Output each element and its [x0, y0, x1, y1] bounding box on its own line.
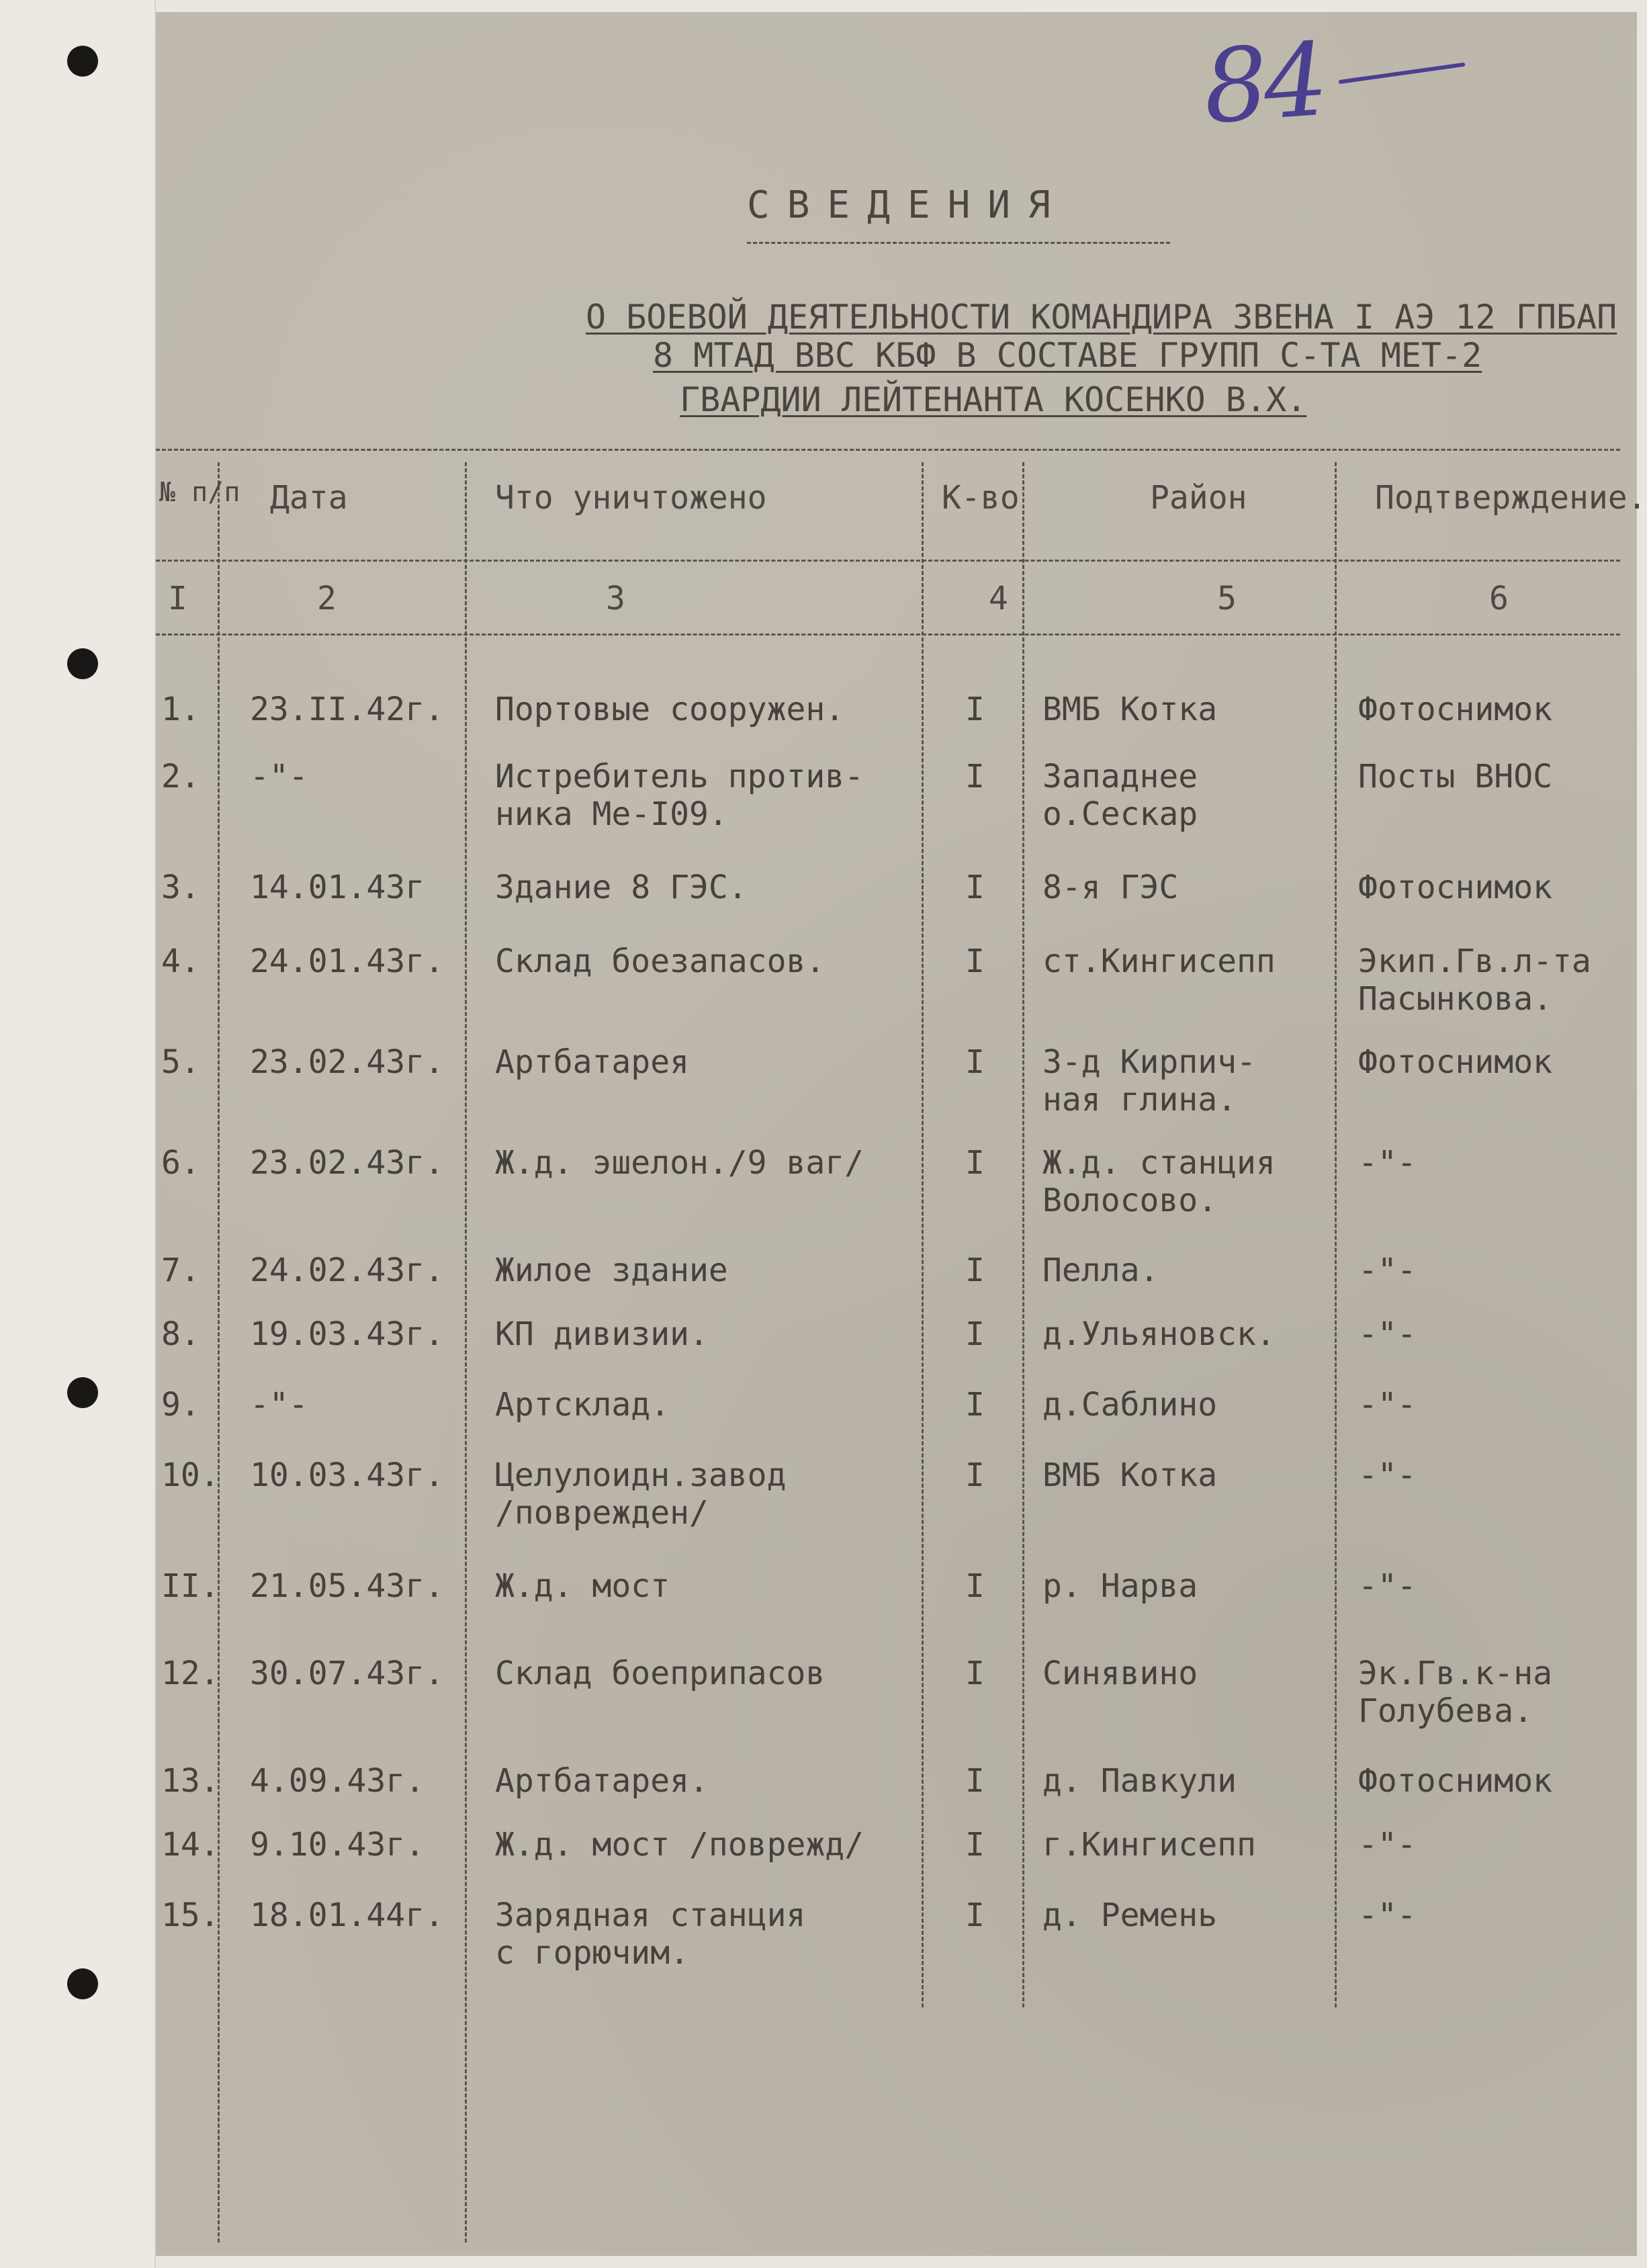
header-target: Что уничтожено	[495, 479, 767, 517]
row-date: -"-	[250, 758, 308, 795]
row-quantity: I	[965, 1567, 985, 1605]
column-number-6: 6	[1489, 580, 1509, 617]
row-confirmation: Голубева.	[1358, 1692, 1533, 1730]
row-confirmation: Фотоснимок	[1358, 869, 1552, 906]
row-target: с горючим.	[495, 1934, 689, 1972]
row-date: 23.02.43г.	[250, 1043, 444, 1081]
column-divider	[218, 462, 220, 2242]
row-number: 4.	[161, 943, 200, 980]
document-sheet	[156, 12, 1647, 2256]
subtitle-line-1: О БОЕВОЙ ДЕЯТЕЛЬНОСТИ КОМАНДИРА ЗВЕНА I АЭ 12 ГПБАП	[586, 298, 1617, 337]
row-confirmation: Фотоснимок	[1358, 1762, 1552, 1800]
row-area: д. Ремень	[1042, 1896, 1218, 1934]
row-quantity: I	[965, 1386, 985, 1424]
row-area: Ж.д. станция	[1042, 1144, 1276, 1182]
row-target: Целулоидн.завод	[495, 1456, 787, 1494]
row-number: 10.	[161, 1456, 220, 1494]
row-target: Портовые сооружен.	[495, 691, 845, 728]
row-confirmation: -"-	[1358, 1567, 1417, 1605]
row-date: 23.02.43г.	[250, 1144, 444, 1182]
row-area: д.Саблино	[1042, 1386, 1218, 1424]
row-number: 14.	[161, 1826, 220, 1864]
row-confirmation: -"-	[1358, 1144, 1417, 1182]
row-area: г.Кингисепп	[1042, 1826, 1256, 1864]
row-confirmation: -"-	[1358, 1456, 1417, 1494]
row-area: ст.Кингисепп	[1042, 943, 1276, 980]
row-number: 6.	[161, 1144, 200, 1182]
row-quantity: I	[965, 1043, 985, 1081]
row-confirmation: Экип.Гв.л-та	[1358, 943, 1591, 980]
row-target: Ж.д. эшелон./9 ваг/	[495, 1144, 864, 1182]
row-target: Артбатарея.	[495, 1762, 709, 1800]
row-number: II.	[161, 1567, 220, 1605]
row-confirmation: -"-	[1358, 1315, 1417, 1353]
column-number-2: 2	[317, 580, 337, 617]
header-bottom-rule	[156, 560, 1620, 562]
row-area: Пелла.	[1042, 1252, 1159, 1289]
row-number: 5.	[161, 1043, 200, 1081]
page-number-stroke	[1339, 62, 1466, 84]
row-area: Волосово.	[1042, 1182, 1218, 1219]
row-quantity: I	[965, 1252, 985, 1289]
column-number-5: 5	[1217, 580, 1237, 617]
row-quantity: I	[965, 869, 985, 906]
row-quantity: I	[965, 1456, 985, 1494]
header-confirmation: Подтверждение.	[1375, 479, 1647, 517]
header-date: Дата	[270, 479, 348, 517]
row-target: Артсклад.	[495, 1386, 670, 1424]
row-target: /поврежден/	[495, 1494, 709, 1532]
column-divider	[1335, 462, 1337, 2007]
row-date: 23.II.42г.	[250, 691, 444, 728]
row-area: о.Сескар	[1042, 795, 1198, 833]
row-date: 9.10.43г.	[250, 1826, 425, 1864]
row-quantity: I	[965, 1896, 985, 1934]
header-number: № п/п	[159, 477, 240, 508]
row-target: Ж.д. мост	[495, 1567, 670, 1605]
row-quantity: I	[965, 691, 985, 728]
row-area: ная глина.	[1042, 1081, 1237, 1119]
row-quantity: I	[965, 1762, 985, 1800]
row-number: 7.	[161, 1252, 200, 1289]
row-confirmation: -"-	[1358, 1252, 1417, 1289]
row-number: 2.	[161, 758, 200, 795]
row-date: 10.03.43г.	[250, 1456, 444, 1494]
row-area: 8-я ГЭС	[1042, 869, 1179, 906]
subtitle-line-3: ГВАРДИИ ЛЕЙТЕНАНТА КОСЕНКО В.Х.	[680, 380, 1307, 419]
row-number: 12.	[161, 1655, 220, 1692]
row-date: 21.05.43г.	[250, 1567, 444, 1605]
row-target: Склад боеприпасов	[495, 1655, 826, 1692]
row-confirmation: -"-	[1358, 1386, 1417, 1424]
punch-hole	[67, 648, 98, 679]
row-date: 19.03.43г.	[250, 1315, 444, 1353]
row-area: ВМБ Котка	[1042, 691, 1218, 728]
row-number: 8.	[161, 1315, 200, 1353]
row-quantity: I	[965, 1655, 985, 1692]
row-confirmation: -"-	[1358, 1896, 1417, 1934]
row-date: 4.09.43г.	[250, 1762, 425, 1800]
subtitle-line-2: 8 МТАД ВВС КБФ В СОСТАВЕ ГРУПП С-ТА МЕТ-2	[653, 336, 1482, 375]
row-confirmation: Эк.Гв.к-на	[1358, 1655, 1552, 1692]
row-area: ВМБ Котка	[1042, 1456, 1218, 1494]
row-number: 3.	[161, 869, 200, 906]
row-quantity: I	[965, 1826, 985, 1864]
row-number: 15.	[161, 1896, 220, 1934]
colnum-bottom-rule	[156, 634, 1620, 636]
row-area: д.Ульяновск.	[1042, 1315, 1276, 1353]
column-number-4: 4	[989, 580, 1008, 617]
row-confirmation: Фотоснимок	[1358, 691, 1552, 728]
row-area: З-д Кирпич-	[1042, 1043, 1256, 1081]
row-area: д. Павкули	[1042, 1762, 1237, 1800]
binding-tab-strip	[0, 0, 156, 2268]
row-date: 24.02.43г.	[250, 1252, 444, 1289]
row-quantity: I	[965, 1144, 985, 1182]
document-title: СВЕДЕНИЯ	[747, 183, 1068, 227]
punch-hole	[67, 1968, 98, 1999]
row-target: Ж.д. мост /поврежд/	[495, 1826, 864, 1864]
row-date: 30.07.43г.	[250, 1655, 444, 1692]
row-area: р. Нарва	[1042, 1567, 1198, 1605]
row-target: Зарядная станция	[495, 1896, 806, 1934]
row-date: 14.01.43г	[250, 869, 425, 906]
row-target: Артбатарея	[495, 1043, 689, 1081]
table-top-rule	[156, 449, 1620, 451]
row-number: 1.	[161, 691, 200, 728]
punch-hole	[67, 46, 98, 77]
column-divider	[922, 462, 924, 2007]
row-date: 24.01.43г.	[250, 943, 444, 980]
row-number: 9.	[161, 1386, 200, 1424]
column-number-3: 3	[606, 580, 625, 617]
row-target: ника Ме-I09.	[495, 795, 728, 833]
handwritten-page-number: 84	[1200, 21, 1328, 147]
column-divider	[465, 462, 467, 2242]
row-date: 18.01.44г.	[250, 1896, 444, 1934]
header-quantity: К-во	[942, 479, 1020, 517]
row-quantity: I	[965, 1315, 985, 1353]
row-area: Синявино	[1042, 1655, 1198, 1692]
title-underline	[747, 242, 1170, 244]
row-confirmation: Фотоснимок	[1358, 1043, 1552, 1081]
row-target: Истребитель против-	[495, 758, 864, 795]
row-target: Склад боезапасов.	[495, 943, 826, 980]
row-confirmation: Посты ВНОС	[1358, 758, 1552, 795]
header-area: Район	[1150, 479, 1247, 517]
row-confirmation: -"-	[1358, 1826, 1417, 1864]
column-divider	[1022, 462, 1024, 2007]
row-quantity: I	[965, 943, 985, 980]
row-target: КП дивизии.	[495, 1315, 709, 1353]
punch-hole	[67, 1377, 98, 1408]
row-area: Западнее	[1042, 758, 1198, 795]
row-target: Здание 8 ГЭС.	[495, 869, 748, 906]
row-quantity: I	[965, 758, 985, 795]
row-number: 13.	[161, 1762, 220, 1800]
row-target: Жилое здание	[495, 1252, 728, 1289]
column-number-1: I	[168, 580, 187, 617]
row-date: -"-	[250, 1386, 308, 1424]
row-confirmation: Пасынкова.	[1358, 980, 1552, 1018]
